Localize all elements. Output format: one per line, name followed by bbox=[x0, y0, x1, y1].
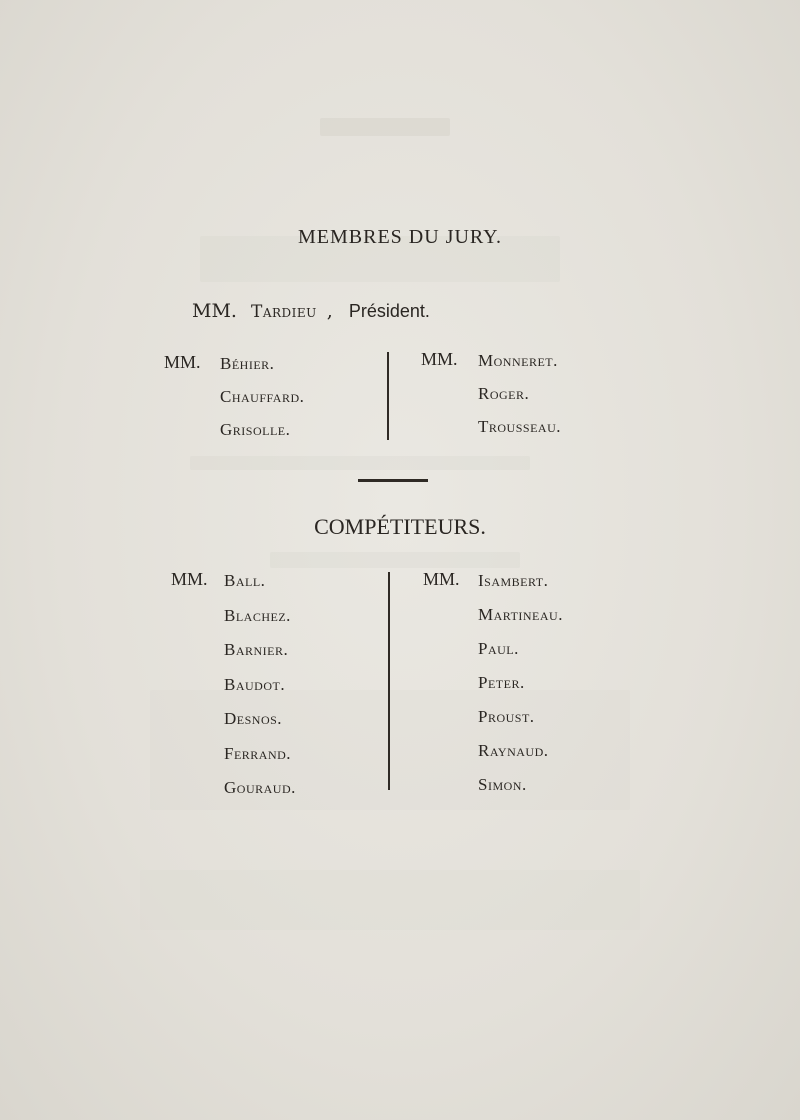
competitors-right-prefix: MM. bbox=[423, 569, 460, 589]
competitor-name: Ferrand. bbox=[224, 743, 292, 763]
competitors-right-names bbox=[478, 571, 563, 809]
bleed-through-mark bbox=[190, 456, 530, 470]
jury-column-divider bbox=[387, 352, 389, 440]
competitor-name: Blachez. bbox=[224, 605, 291, 625]
competitors-title: COMPÉTITEURS. bbox=[314, 514, 486, 539]
competitor-name: Simon. bbox=[478, 775, 527, 794]
president-line bbox=[192, 300, 430, 322]
competitor-name: Isambert. bbox=[478, 571, 549, 590]
jury-member-name: Grisolle. bbox=[220, 420, 291, 439]
jury-right-names bbox=[478, 351, 561, 450]
jury-member-name: Trousseau. bbox=[478, 417, 561, 436]
competitor-name: Raynaud. bbox=[478, 741, 549, 760]
section-divider bbox=[358, 479, 428, 482]
competitor-name: Martineau. bbox=[478, 605, 563, 624]
president-name: Tardieu bbox=[251, 302, 317, 322]
competitors-left-names bbox=[224, 571, 296, 813]
competitor-name: Ball. bbox=[224, 571, 266, 590]
competitors-left-prefix: MM. bbox=[171, 569, 208, 589]
president-role: Président. bbox=[348, 301, 430, 321]
president-separator: , bbox=[326, 300, 333, 322]
jury-title: MEMBRES DU JURY. bbox=[297, 226, 503, 248]
jury-member-name: Chauffard. bbox=[220, 387, 305, 406]
competitor-name: Proust. bbox=[478, 707, 535, 726]
competitor-name: Paul. bbox=[478, 639, 519, 658]
jury-member-name: Béhier. bbox=[220, 354, 275, 373]
jury-member-name: Roger. bbox=[478, 384, 530, 403]
competitor-name: Peter. bbox=[478, 673, 525, 692]
president-prefix: MM. bbox=[192, 300, 237, 322]
competitor-name: Desnos. bbox=[224, 709, 283, 728]
jury-left-prefix: MM. bbox=[164, 352, 201, 372]
competitor-name: Barnier. bbox=[224, 640, 289, 659]
bleed-through-mark bbox=[320, 118, 450, 136]
jury-left-names bbox=[220, 354, 304, 453]
competitor-name: Gouraud. bbox=[224, 778, 296, 797]
jury-member-name: Monneret. bbox=[478, 351, 558, 370]
bleed-through-mark bbox=[270, 552, 520, 568]
bleed-through-mark bbox=[140, 870, 640, 930]
competitor-name: Baudot. bbox=[224, 674, 286, 694]
jury-right-prefix: MM. bbox=[421, 349, 458, 369]
competitors-column-divider bbox=[388, 572, 390, 790]
